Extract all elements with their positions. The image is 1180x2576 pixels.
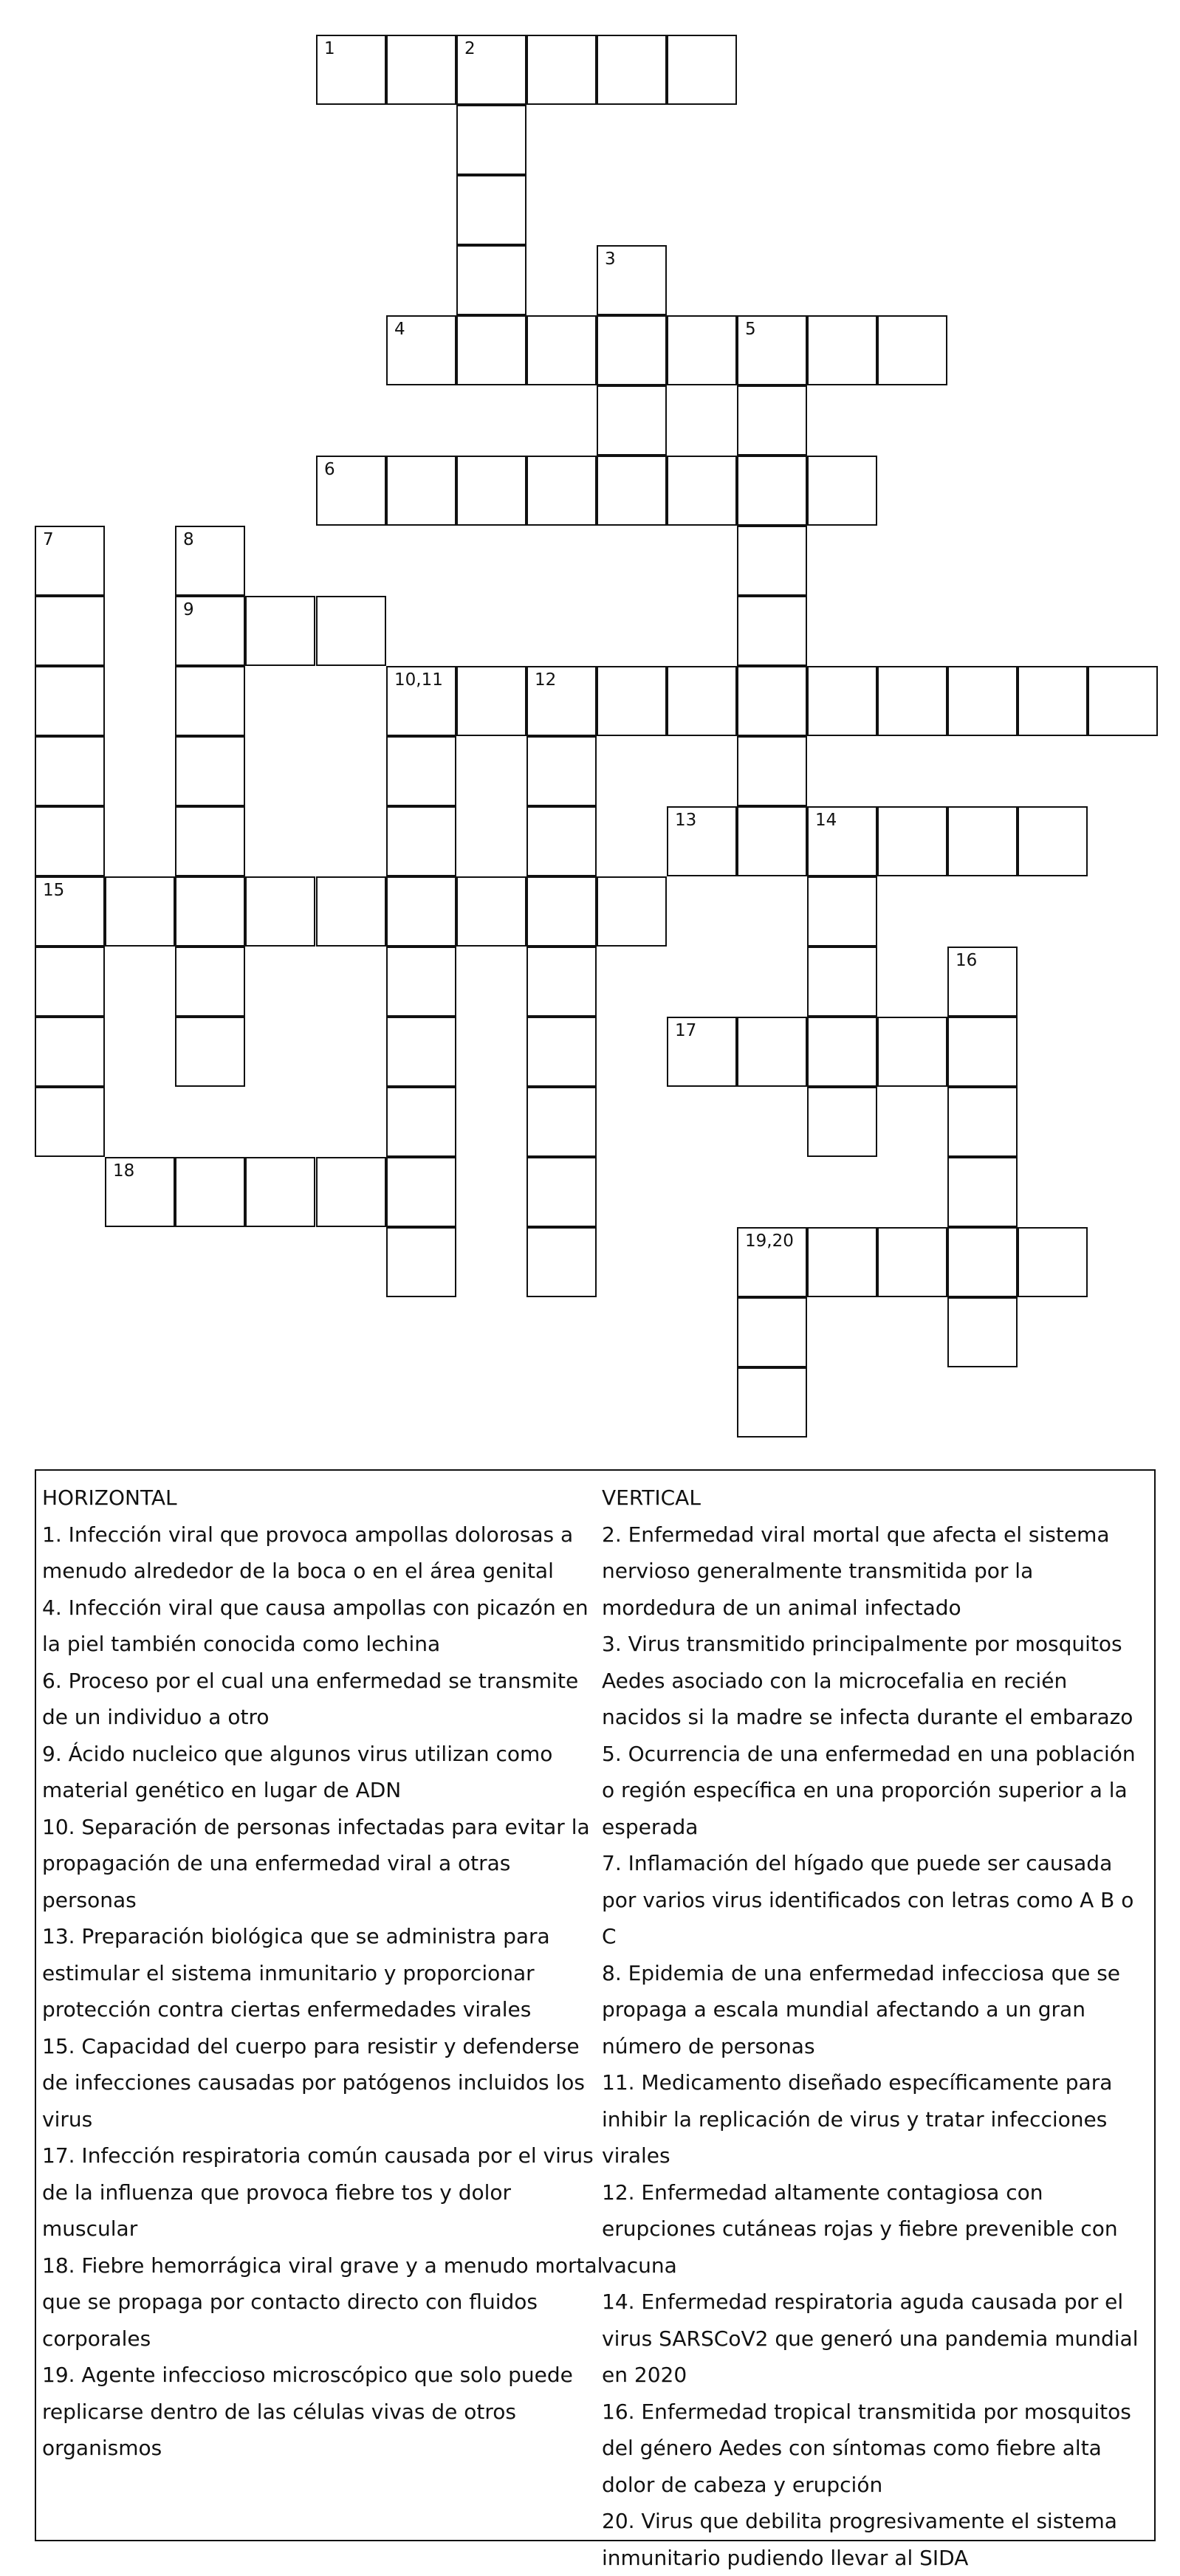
crossword-cell[interactable] — [526, 1227, 597, 1297]
clue-number: 7 — [43, 532, 54, 549]
crossword-cell[interactable] — [386, 456, 456, 526]
crossword-cell[interactable] — [1018, 806, 1088, 876]
clue-number: 16 — [956, 952, 977, 969]
crossword-cell[interactable] — [316, 35, 386, 105]
crossword-cell[interactable] — [807, 666, 877, 736]
crossword-cell[interactable] — [526, 947, 597, 1017]
crossword-cell[interactable] — [597, 245, 667, 315]
clue-number: 12 — [535, 672, 556, 689]
crossword-cell[interactable] — [947, 1017, 1018, 1087]
vertical-clue: 7. Inflamación del hígado que puede ser causada por varios virus identificados con letras como A B o C — [602, 1845, 1152, 1955]
crossword-cell[interactable] — [667, 1017, 737, 1087]
horizontal-clues-column — [42, 1480, 609, 2467]
vertical-clue-list — [602, 1517, 1152, 2576]
crossword-cell[interactable] — [456, 245, 526, 315]
crossword-cell[interactable] — [386, 1087, 456, 1157]
crossword-cell[interactable] — [386, 35, 456, 105]
crossword-cell[interactable] — [597, 456, 667, 526]
crossword-cell[interactable] — [386, 1227, 456, 1297]
clue-number: 14 — [815, 812, 837, 829]
crossword-cell[interactable] — [807, 315, 877, 385]
vertical-clue: 20. Virus que debilita progresivamente el sistema inmunitario pudiendo llevar al SIDA — [602, 2503, 1152, 2576]
crossword-cell[interactable] — [386, 315, 456, 385]
crossword-cell[interactable] — [526, 35, 597, 105]
crossword-cell[interactable] — [105, 876, 175, 947]
crossword-cell[interactable] — [526, 1017, 597, 1087]
crossword-cell[interactable] — [737, 806, 807, 876]
crossword-cell[interactable] — [175, 526, 245, 596]
crossword-cell[interactable] — [175, 596, 245, 666]
vertical-clue: 12. Enfermedad altamente contagiosa con erupciones cutáneas rojas y fiebre prevenible con vacuna — [602, 2174, 1152, 2284]
crossword-cell[interactable] — [947, 1087, 1018, 1157]
crossword-cell[interactable] — [35, 1087, 105, 1157]
crossword-cell[interactable] — [456, 876, 526, 947]
crossword-cell[interactable] — [456, 35, 526, 105]
horizontal-clue: 13. Preparación biológica que se administra para estimular el sistema inmunitario y proporcionar protección contra ciertas enfermedades virales — [42, 1918, 609, 2028]
vertical-clues-column — [602, 1480, 1152, 2576]
crossword-cell[interactable] — [316, 1157, 386, 1227]
crossword-cell[interactable] — [737, 1297, 807, 1367]
horizontal-clue-list — [42, 1517, 609, 2467]
crossword-cell[interactable] — [35, 876, 105, 947]
crossword-cell[interactable] — [737, 596, 807, 666]
crossword-cell[interactable] — [35, 736, 105, 806]
crossword-cell[interactable] — [947, 1157, 1018, 1227]
crossword-cell[interactable] — [175, 876, 245, 947]
crossword-cell[interactable] — [877, 1017, 947, 1087]
crossword-cell[interactable] — [386, 1017, 456, 1087]
horizontal-clue: 18. Fiebre hemorrágica viral grave y a menudo mortal que se propaga por contacto directo con fluidos corporales — [42, 2247, 609, 2357]
crossword-cell[interactable] — [35, 947, 105, 1017]
crossword-cell[interactable] — [386, 806, 456, 876]
crossword-cell[interactable] — [737, 526, 807, 596]
crossword-cell[interactable] — [526, 876, 597, 947]
crossword-cell[interactable] — [807, 1017, 877, 1087]
vertical-clue: 16. Enfermedad tropical transmitida por mosquitos del género Aedes con síntomas como fiebre alta dolor de cabeza y erupción — [602, 2394, 1152, 2504]
vertical-clue: 8. Epidemia de una enfermedad infecciosa que se propaga a escala mundial afectando a un gran número de personas — [602, 1955, 1152, 2065]
crossword-cell[interactable] — [245, 876, 315, 947]
crossword-cell[interactable] — [947, 1227, 1018, 1297]
clue-number: 1 — [324, 41, 335, 58]
crossword-cell[interactable] — [737, 385, 807, 456]
crossword-cell[interactable] — [1088, 666, 1158, 736]
crossword-cell[interactable] — [877, 315, 947, 385]
clue-number: 3 — [605, 251, 616, 268]
crossword-cell[interactable] — [597, 35, 667, 105]
crossword-cell[interactable] — [807, 1087, 877, 1157]
crossword-cell[interactable] — [737, 1367, 807, 1438]
crossword-cell[interactable] — [175, 666, 245, 736]
crossword-cell[interactable] — [1018, 666, 1088, 736]
crossword-cell[interactable] — [526, 456, 597, 526]
crossword-cell[interactable] — [807, 456, 877, 526]
horizontal-heading: HORIZONTAL — [42, 1480, 609, 1517]
clue-number: 8 — [183, 532, 194, 549]
vertical-clue: 11. Medicamento diseñado específicamente para inhibir la replicación de virus y tratar infecciones virales — [602, 2064, 1152, 2174]
crossword-cell[interactable] — [877, 806, 947, 876]
crossword-cell[interactable] — [807, 1227, 877, 1297]
horizontal-clue: 19. Agente infeccioso microscópico que solo puede replicarse dentro de las células vivas de otros organismos — [42, 2357, 609, 2467]
crossword-cell[interactable] — [667, 666, 737, 736]
crossword-cell[interactable] — [526, 1157, 597, 1227]
crossword-cell[interactable] — [877, 666, 947, 736]
crossword-cell[interactable] — [316, 456, 386, 526]
crossword-cell[interactable] — [35, 1017, 105, 1087]
crossword-cell[interactable] — [245, 1157, 315, 1227]
crossword-cell[interactable] — [667, 35, 737, 105]
crossword-cell[interactable] — [807, 806, 877, 876]
clue-number: 18 — [113, 1163, 134, 1180]
vertical-clue: 2. Enfermedad viral mortal que afecta el sistema nervioso generalmente transmitida por la mordedura de un animal infectado — [602, 1517, 1152, 1627]
crossword-cell[interactable] — [947, 1297, 1018, 1367]
crossword-cell[interactable] — [807, 947, 877, 1017]
horizontal-clue: 4. Infección viral que causa ampollas con picazón en la piel también conocida como lechina — [42, 1590, 609, 1663]
crossword-cell[interactable] — [35, 666, 105, 736]
clue-number: 5 — [745, 321, 756, 338]
horizontal-clue: 1. Infección viral que provoca ampollas dolorosas a menudo alrededor de la boca o en el área genital — [42, 1517, 609, 1590]
crossword-cell[interactable] — [1018, 1227, 1088, 1297]
crossword-cell[interactable] — [737, 1227, 807, 1297]
horizontal-clue: 10. Separación de personas infectadas para evitar la propagación de una enfermedad viral a otras personas — [42, 1809, 609, 1919]
vertical-heading: VERTICAL — [602, 1480, 1152, 1517]
crossword-cell[interactable] — [245, 596, 315, 666]
clue-number: 13 — [675, 812, 696, 829]
crossword-cell[interactable] — [386, 947, 456, 1017]
horizontal-clue: 17. Infección respiratoria común causada por el virus de la influenza que provoca fiebre tos y dolor muscular — [42, 2137, 609, 2247]
clue-number: 9 — [183, 602, 194, 619]
clue-number: 15 — [43, 882, 64, 899]
crossword-cell[interactable] — [175, 947, 245, 1017]
crossword-cell[interactable] — [456, 666, 526, 736]
crossword-cell[interactable] — [456, 175, 526, 245]
crossword-cell[interactable] — [807, 876, 877, 947]
crossword-cell[interactable] — [877, 1227, 947, 1297]
clue-number: 4 — [394, 321, 405, 338]
crossword-cell[interactable] — [737, 1017, 807, 1087]
vertical-clue: 3. Virus transmitido principalmente por mosquitos Aedes asociado con la microcefalia en recién nacidos si la madre se infecta durante el embarazo — [602, 1626, 1152, 1736]
crossword-cell[interactable] — [737, 736, 807, 806]
crossword-cell[interactable] — [175, 806, 245, 876]
crossword-cell[interactable] — [526, 736, 597, 806]
crossword-cell[interactable] — [737, 315, 807, 385]
crossword-cell[interactable] — [667, 456, 737, 526]
crossword-cell[interactable] — [175, 736, 245, 806]
crossword-cell[interactable] — [597, 385, 667, 456]
crossword-cell[interactable] — [597, 876, 667, 947]
crossword-cell[interactable] — [667, 315, 737, 385]
crossword-cell[interactable] — [35, 526, 105, 596]
clues-box — [35, 1469, 1156, 2541]
clue-number: 2 — [464, 41, 476, 58]
crossword-cell[interactable] — [175, 1157, 245, 1227]
crossword-cell[interactable] — [35, 806, 105, 876]
crossword-cell[interactable] — [316, 596, 386, 666]
crossword-cell[interactable] — [737, 666, 807, 736]
crossword-cell[interactable] — [456, 456, 526, 526]
vertical-clue: 14. Enfermedad respiratoria aguda causada por el virus SARSCoV2 que generó una pandemia mundial en 2020 — [602, 2284, 1152, 2394]
crossword-cell[interactable] — [456, 105, 526, 175]
crossword-cell[interactable] — [597, 666, 667, 736]
horizontal-clue: 9. Ácido nucleico que algunos virus utilizan como material genético en lugar de ADN — [42, 1736, 609, 1809]
horizontal-clue: 6. Proceso por el cual una enfermedad se transmite de un individuo a otro — [42, 1663, 609, 1736]
crossword-cell[interactable] — [386, 1157, 456, 1227]
crossword-cell[interactable] — [526, 315, 597, 385]
crossword-cell[interactable] — [175, 1017, 245, 1087]
crossword-cell[interactable] — [526, 666, 597, 736]
crossword-cell[interactable] — [386, 666, 456, 736]
crossword-cell[interactable] — [35, 596, 105, 666]
crossword-cell[interactable] — [947, 806, 1018, 876]
crossword-cell[interactable] — [947, 666, 1018, 736]
crossword-cell[interactable] — [316, 876, 386, 947]
clue-number: 10,11 — [394, 672, 443, 689]
crossword-cell[interactable] — [737, 456, 807, 526]
clue-number: 19,20 — [745, 1233, 794, 1250]
crossword-cell[interactable] — [597, 315, 667, 385]
crossword-cell[interactable] — [526, 806, 597, 876]
crossword-cell[interactable] — [386, 736, 456, 806]
crossword-cell[interactable] — [456, 315, 526, 385]
crossword-cell[interactable] — [526, 1087, 597, 1157]
crossword-cell[interactable] — [386, 876, 456, 947]
crossword-cell[interactable] — [667, 806, 737, 876]
horizontal-clue: 15. Capacidad del cuerpo para resistir y defenderse de infecciones causadas por patógenos incluidos los virus — [42, 2028, 609, 2138]
clue-number: 6 — [324, 461, 335, 478]
crossword-cell[interactable] — [947, 947, 1018, 1017]
clue-number: 17 — [675, 1023, 696, 1040]
crossword-cell[interactable] — [105, 1157, 175, 1227]
vertical-clue: 5. Ocurrencia de una enfermedad en una población o región específica en una proporción superior a la esperada — [602, 1736, 1152, 1846]
